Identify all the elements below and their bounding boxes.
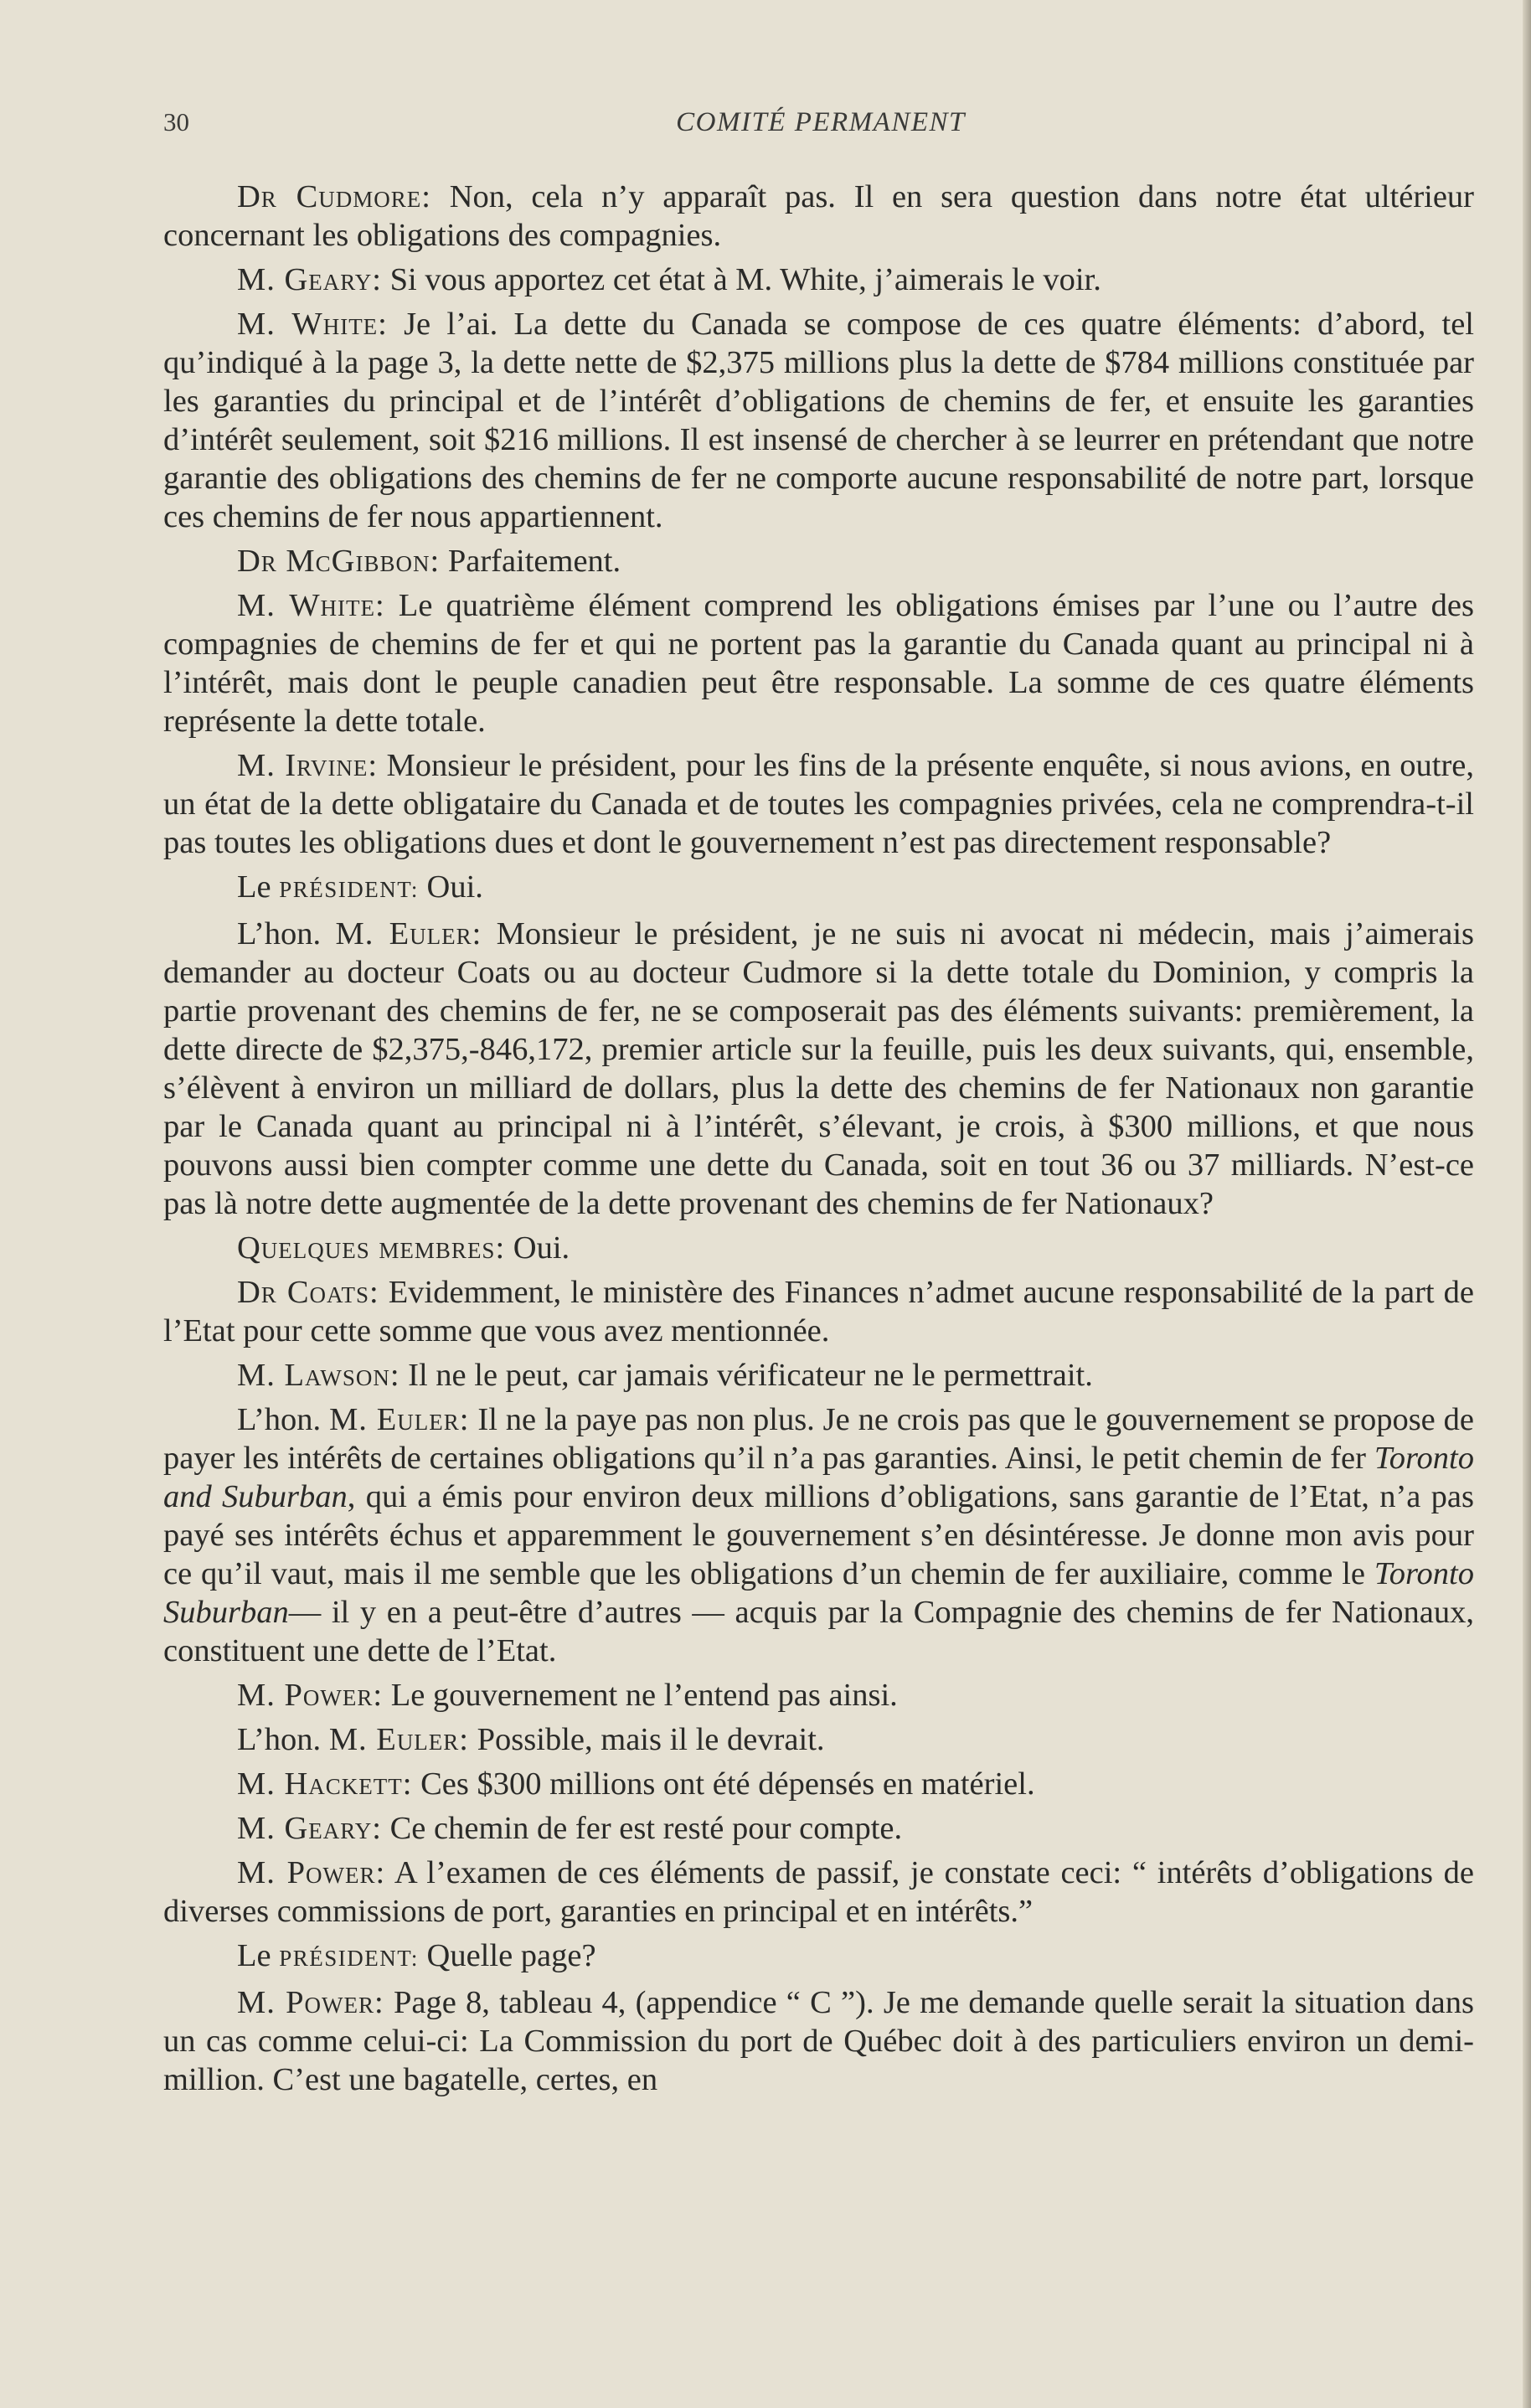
speaker-name: M. White: [237,307,388,342]
speaker-name: M. Geary: [237,1811,382,1846]
paragraph [163,1983,1474,2099]
speech-text: Je l’ai. La dette du Canada se compose de ces quatre éléments: d’abord, tel qu’indiqué à la page 3, la dette nette de $2,375 millions plus la dette de $784 millions constituée par les garanties du principal et de l’intérêt d’obligations de chemins de fer, et ensuite les garanties d’intérêt seulement, soit $216 millions. Il est insensé de chercher à se leurrer en prétendant que notre garantie des obligations des chemins de fer ne comporte aucune responsabilité de notre part, lorsque ces chemins de fer nous appartiennent. [163,307,1475,534]
speech-text: Page 8, tableau 4, (appendice “ C ”). Je me demande quelle serait la situation dans un cas comme celui-ci: La Commission du port de Québec doit à des particuliers environ un demi-million. C’est une bagatelle, certes, en [163,1985,1475,2097]
speaker-name: M. Lawson: [237,1358,400,1393]
speaker-name: Dr Coats: [237,1275,379,1310]
speaker-name: M. Euler: [335,916,482,951]
speech-text: Il ne le peut, car jamais vérificateur ne le permettrait. [408,1358,1093,1393]
speaker-name: PRÉSIDENT: [279,877,419,902]
paragraph [163,305,1474,536]
transcript-body [163,178,1474,2105]
speaker-name: M. Power: [237,1678,384,1713]
speaker-name: M. Irvine: [237,748,379,783]
paragraph [163,586,1474,740]
page-header [163,107,1478,149]
speaker-name: M. Euler: [329,1402,470,1437]
speaker-name: M. Hackett: [237,1766,413,1802]
paragraph [163,915,1474,1223]
railway-name: Toronto and Suburban [163,1441,1474,1514]
running-head: COMITÉ PERMANENT [676,107,966,137]
speech-text: — il y en a peut-être d’autres — acquis par la Compagnie des chemins de fer Nationaux, constituent une dette de l’Etat. [163,1595,1474,1668]
speech-text: Oui. [513,1230,570,1266]
speaker-name: M. Euler: [328,1722,470,1757]
speech-text: Possible, mais il le devrait. [477,1722,825,1757]
speaker-name: M. White: [237,588,385,623]
speech-text: Si vous apportez cet état à M. White, j’aimerais le voir. [389,262,1101,297]
speech-text: Non, cela n’y apparaît pas. Il en sera question dans notre état ultérieur concernant les obligations des compagnies. [163,179,1474,253]
speaker-prefix: L’hon. [237,916,336,951]
paragraph [163,1676,1474,1714]
paragraph [163,1720,1474,1759]
paragraph [163,1809,1474,1848]
speaker-name: Dr Cudmore: [237,179,431,214]
speech-text: Monsieur le président, pour les fins de la présente enquête, si nous avions, en outre, un état de la dette obligataire du Canada et de toutes les compagnies privées, cela ne comprendra-t-il pas toutes les obligations dues et dont le gouvernement n’est pas directement responsable? [163,748,1474,860]
speech-text: Le quatrième élément comprend les obligations émises par l’une ou l’autre des compagnies de chemins de fer et qui ne portent pas la garantie du Canada quant au principal ni à l’intérêt, mais dont le peuple canadien peut être responsable. La somme de ces quatre éléments représente la dette totale. [163,588,1474,739]
speech-text: Parfaitement. [447,544,621,579]
speech-text: Monsieur le président, je ne suis ni avocat ni médecin, mais j’aimerais demander au docteur Coats ou au docteur Cudmore si la dette totale du Dominion, y compris la partie provenant des chemins de fer, ne se composerait pas des éléments suivants: premièrement, la dette directe de $2,375,-846,172, premier article sur la feuille, puis les deux suivants, qui, ensemble, s’élèvent à environ un milliard de dollars, plus la dette des chemins de fer Nationaux non garantie par le Canada quant au principal ni à l’intérêt, s’élevant, je crois, à $300 millions, et que nous pouvons aussi bien compter comme une dette du Canada, soit en tout 36 ou 37 milliards. N’est-ce pas là notre dette augmentée de la dette provenant des chemins de fer Nationaux? [163,916,1474,1221]
paragraph [163,868,1474,909]
speaker-name: M. Geary: [237,262,382,297]
speech-text: Ces $300 millions ont été dépensés en matériel. [420,1766,1035,1802]
page-number: 30 [163,107,189,137]
speech-text: A l’examen de ces éléments de passif, je constate ceci: “ intérêts d’obligations de diverses commissions de port, garanties en principal et en intérêts.” [163,1855,1475,1929]
speaker-prefix: Le [237,869,280,905]
paragraph [163,1273,1474,1350]
speech-text: Oui. [426,869,483,905]
paragraph [163,1936,1474,1977]
paragraph [163,746,1474,862]
speaker-name: M. Power: [237,1855,386,1890]
paragraph [163,1356,1474,1395]
speaker-prefix: L’hon. [237,1722,329,1757]
paragraph [163,1400,1474,1670]
paragraph [163,260,1474,299]
paragraph [163,1765,1474,1803]
speech-text: Evidemment, le ministère des Finances n’admet aucune responsabilité de la part de l’Etat pour cette somme que vous avez mentionnée. [163,1275,1474,1348]
speech-text: Quelle page? [426,1938,596,1973]
speaker-name: M. Power: [237,1985,384,2020]
speech-text: , qui a émis pour environ deux millions d’obligations, sans garantie de l’Etat, n’a pas payé ses intérêts échus et apparemment le gouvernement s’en désintéresse. Je donne mon avis pour ce qu’il vaut, mais il me semble que les obligations d’un chemin de fer auxiliaire, comme le [163,1479,1474,1591]
speaker-prefix: L’hon. [237,1402,330,1437]
speaker-prefix: Le [237,1938,280,1973]
paragraph [163,178,1474,255]
speaker-name: Dr McGibbon: [237,544,441,579]
speaker-name: Quelques membres: [237,1230,506,1266]
railway-name: Toronto Suburban [163,1556,1474,1630]
speech-text: Ce chemin de fer est resté pour compte. [389,1811,903,1846]
paragraph [163,1854,1474,1931]
speaker-name: PRÉSIDENT: [279,1946,419,1971]
paragraph [163,1229,1474,1267]
paragraph [163,542,1474,580]
speech-text: Le gouvernement ne l’entend pas ainsi. [390,1678,898,1713]
page-edge [1523,0,1531,2408]
speech-text: Il ne la paye pas non plus. Je ne crois pas que le gouvernement se propose de payer les intérêts de certaines obligations qu’il n’a pas garanties. Ainsi, le petit chemin de fer [163,1402,1474,1476]
